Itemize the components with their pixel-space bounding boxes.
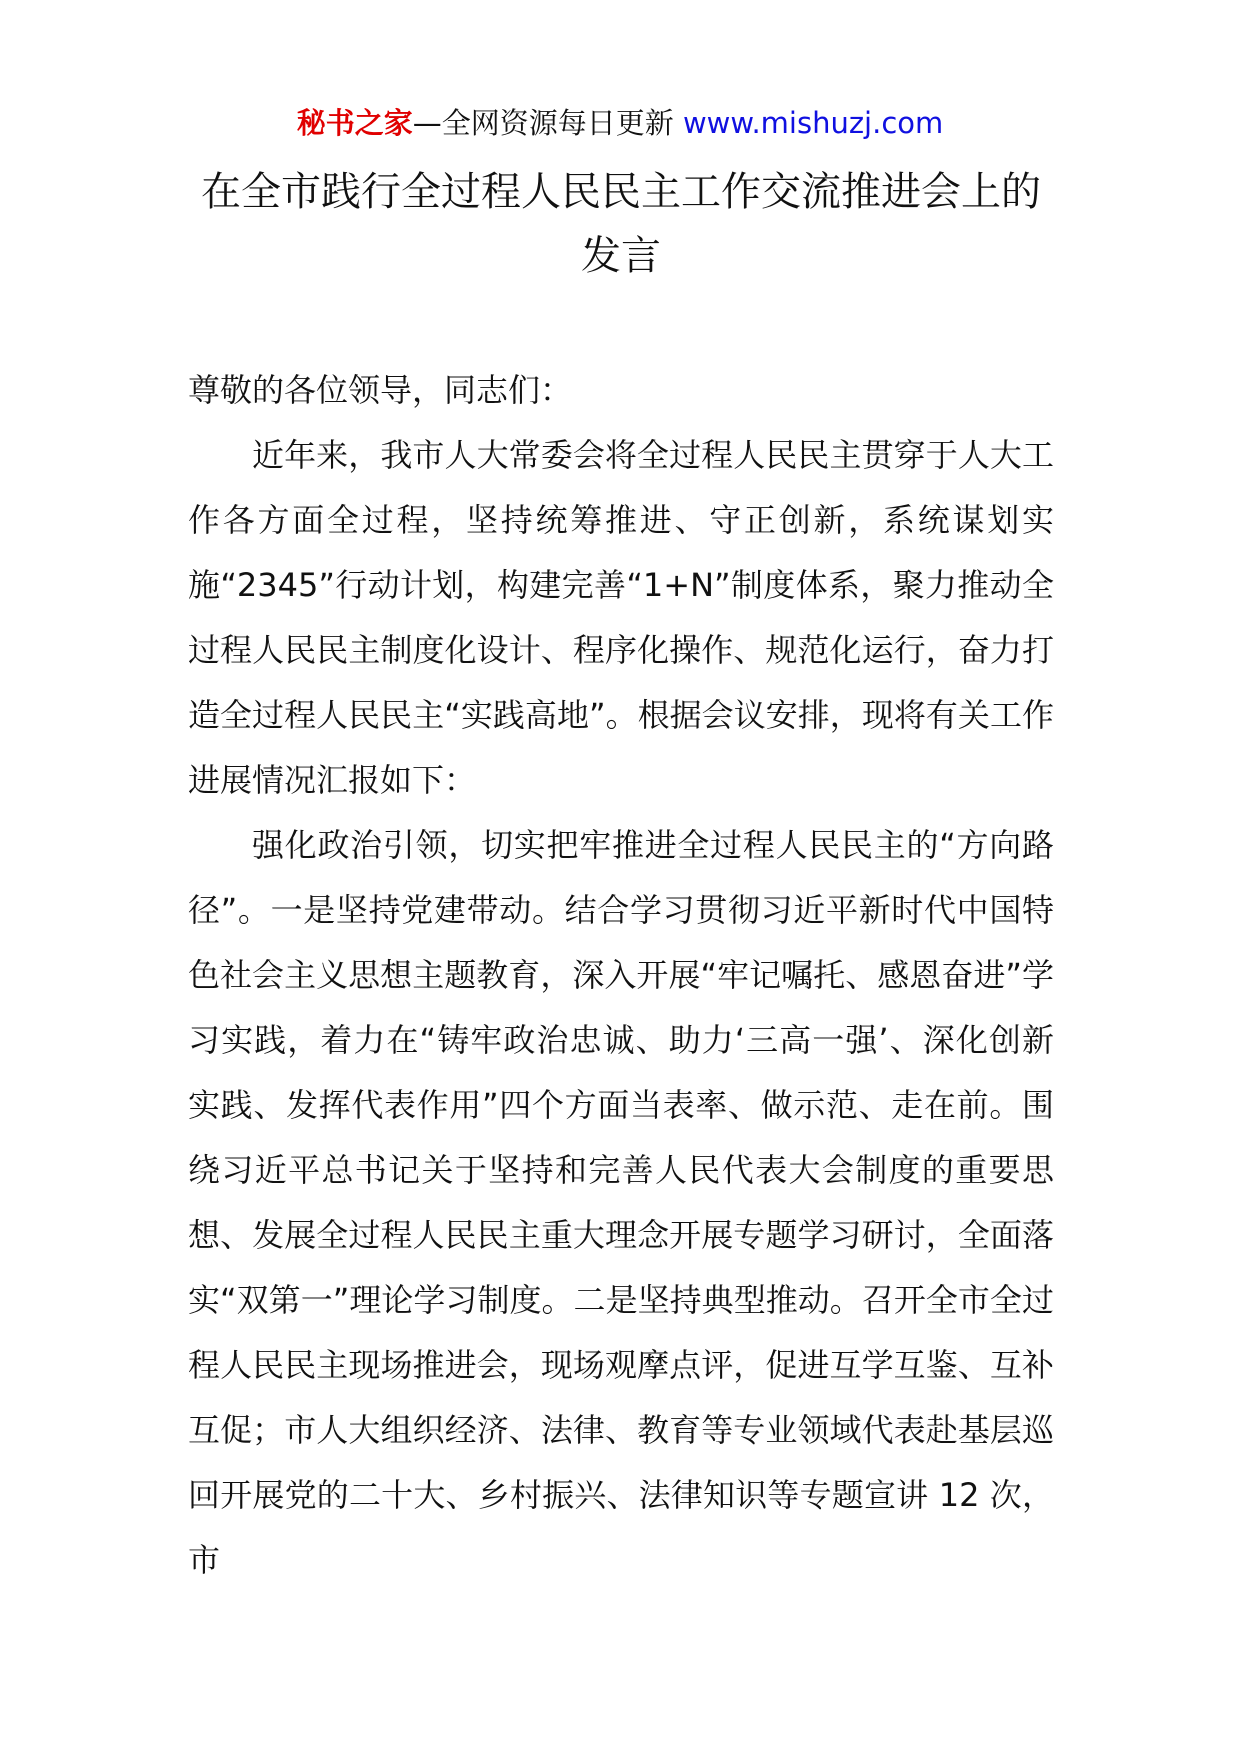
document-title: 在全市践行全过程人民民主工作交流推进会上的发言 — [201, 169, 1041, 279]
site-name: 秘书之家 — [296, 106, 413, 140]
body-paragraph-political-leadership: 强化政治引领，切实把牢推进全过程人民民主的“方向路径”。一是坚持党建带动。结合学习贯彻习近平新时代中国特色社会主义思想主题教育，深入开展“牢记嘱托、感恩奋进”学习实践，着力在“铸牢政治忠诚、助力‘三高一强’、深化创新实践、发挥代表作用”四个方面当表率、做示范、走在前。围绕习近平总书记关于坚持和完善人民代表大会制度的重要思想、发展全过程人民民主重大理念开展专题学习研讨，全面落实“双第一”理论学习制度。二是坚持典型推动。召开全市全过程人民民主现场推进会，现场观摩点评，促进互学互鉴、互补互促；市人大组织经济、法律、教育等专业领域代表赴基层巡回开展党的二十大、乡村振兴、法律知识等专题宣讲 12 次，市 — [188, 826, 1054, 1579]
salutation: 尊敬的各位领导，同志们： — [188, 371, 573, 409]
document-body — [188, 358, 1054, 1593]
site-slogan: —全网资源每日更新 — [412, 106, 674, 140]
site-url-link[interactable]: www.mishuzj.com — [682, 106, 944, 140]
site-header — [0, 100, 1240, 146]
body-paragraph-intro: 近年来，我市人大常委会将全过程人民民主贯穿于人大工作各方面全过程，坚持统筹推进、守正创新，系统谋划实施“2345”行动计划，构建完善“1+N”制度体系，聚力推动全过程人民民主制度化设计、程序化操作、规范化运行，奋力打造全过程人民民主“实践高地”。根据会议安排，现将有关工作进展情况汇报如下： — [188, 436, 1054, 799]
